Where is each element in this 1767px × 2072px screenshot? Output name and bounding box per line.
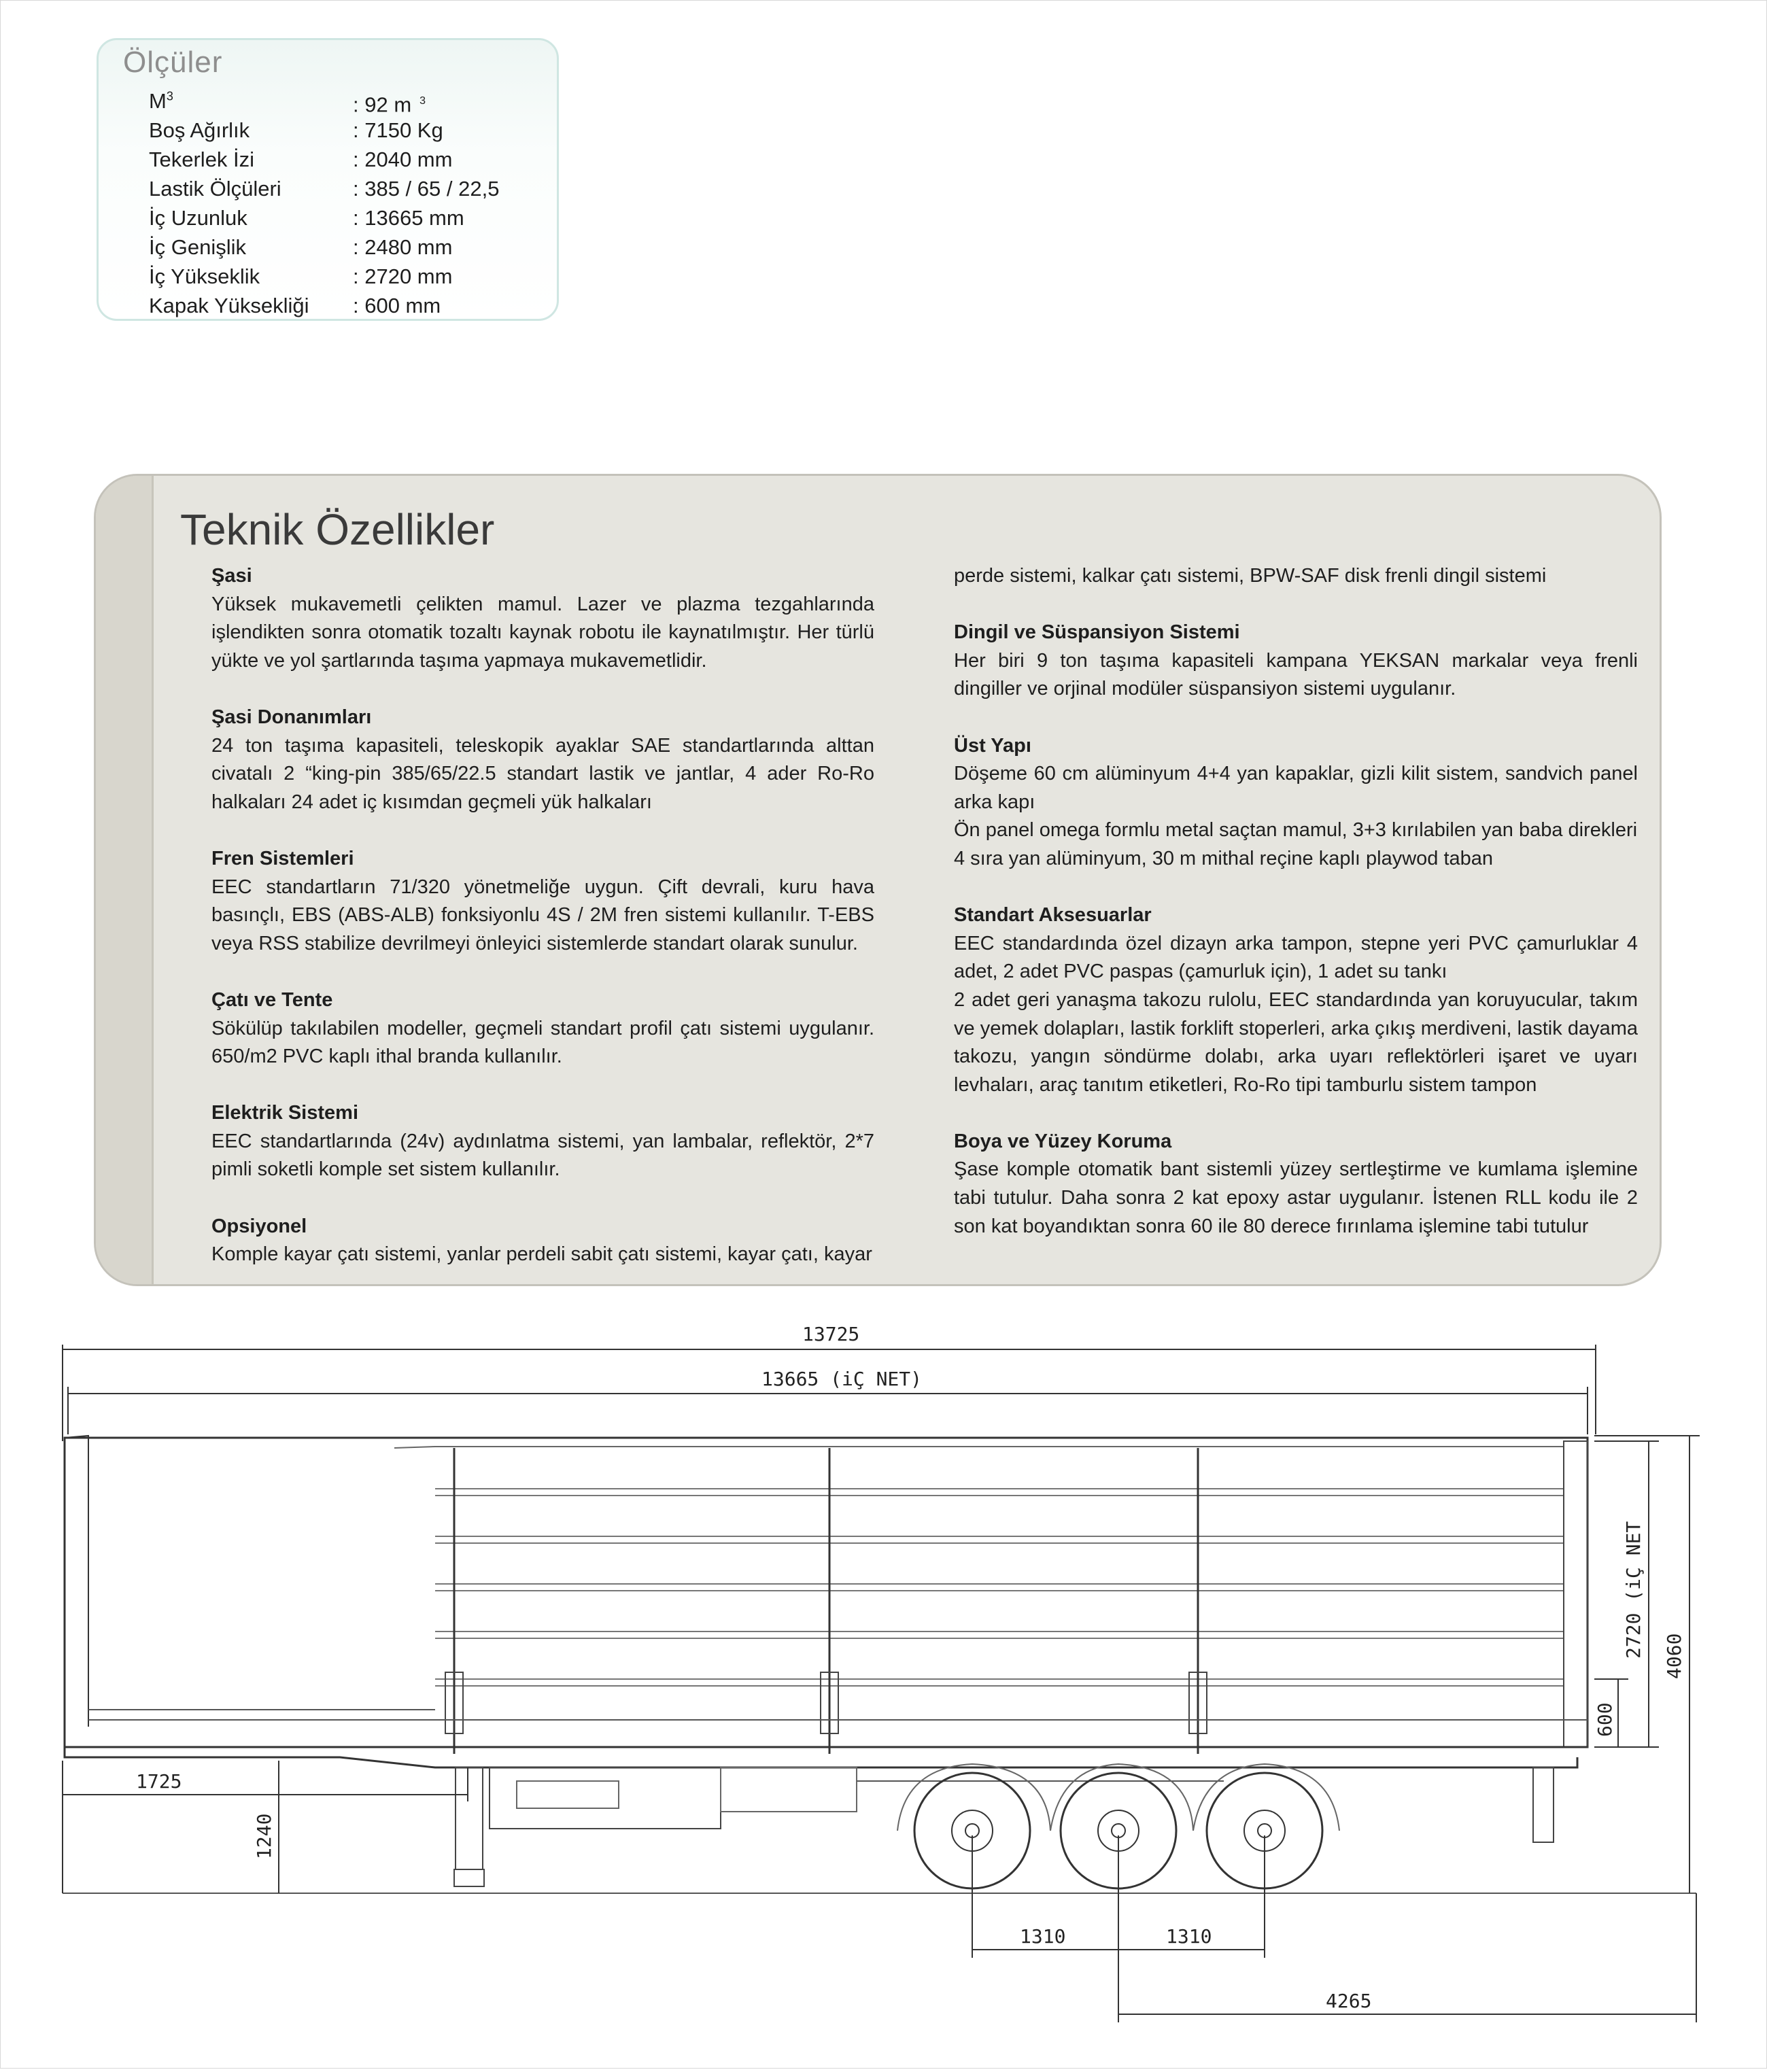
trailer-chassis — [65, 1747, 1577, 1886]
dimension-value: : 385 / 65 / 22,5 — [353, 177, 500, 201]
technical-specs-title: Teknik Özellikler — [180, 505, 495, 554]
spec-heading: Çatı ve Tente — [211, 988, 333, 1011]
dimension-label: 1310 — [1166, 1925, 1212, 1948]
spec-body: EEC standartlarında (24v) aydınlatma sistemi, yan lambalar, reflektör, 2*7 pimli soketli komple set sistem kullanılır. — [211, 1130, 874, 1181]
dimension-side-board — [1594, 1679, 1628, 1747]
trailer-body — [65, 1436, 1588, 1754]
dimension-label: Boş Ağırlık — [149, 118, 250, 142]
dimension-label: 2720 (iÇ NET — [1622, 1521, 1645, 1659]
spec-section — [211, 1213, 874, 1269]
dimension-label: 1240 — [253, 1813, 275, 1859]
dimension-label: 1310 — [1020, 1925, 1066, 1948]
spec-section — [954, 619, 1638, 704]
dimension-label: 4060 — [1663, 1633, 1685, 1679]
spec-heading: Boya ve Yüzey Koruma — [954, 1130, 1172, 1152]
dimension-value: : 2040 mm — [353, 148, 453, 171]
spec-section — [211, 986, 874, 1071]
dimensions-title: Ölçüler — [123, 46, 223, 79]
dimension-label: Lastik Ölçüleri — [149, 177, 281, 201]
dimension-label: Tekerlek İzi — [149, 148, 255, 171]
spec-body: Komple kayar çatı sistemi, yanlar perdeli sabit çatı sistemi, kayar çatı, kayar — [211, 1243, 872, 1266]
technical-specs-box — [94, 474, 1662, 1286]
spec-section — [954, 901, 1638, 1099]
dimension-value: : 7150 Kg — [353, 118, 443, 142]
spec-body: EEC standartların 71/320 yönetmeliğe uygun. Çift devrali, kuru hava basınçlı, EBS (ABS-ALB) fonksiyonlu 4S / 2M fren sistemi kullanılır. T-EBS veya RSS stabilize devrilmeyi önleyici sistemlerde standart olarak sunulur. — [211, 876, 874, 954]
dimension-label: 1725 — [136, 1770, 182, 1793]
dimension-inner-length — [68, 1368, 1588, 1434]
dimension-label: Kapak Yüksekliği — [149, 294, 309, 317]
spec-section — [954, 732, 1638, 874]
dimension-rear-distance — [1118, 1893, 1696, 2022]
dimension-value: : 600 mm — [353, 294, 441, 317]
spec-section — [211, 704, 874, 816]
dimension-value: : 2480 mm — [353, 235, 453, 259]
dimension-label: 13725 — [802, 1323, 860, 1345]
spec-section — [954, 1128, 1638, 1241]
trailer-technical-drawing — [0, 1305, 1767, 2069]
dimensions-box — [97, 38, 559, 321]
spec-body: perde sistemi, kalkar çatı sistemi, BPW-SAF disk frenli dingil sistemi — [954, 565, 1547, 587]
specs-right-column — [954, 562, 1638, 1241]
specs-left-column — [211, 562, 874, 1269]
spec-body: Şase komple otomatik bant sistemli yüzey sertleştirme ve kumlama işlemine tabi tutulur. Daha sonra 2 kat epoxy astar uygulanır. İstenen RLL kodu ile 2 son kat boyandıktan sonra 60 ile 80 derece fırınlama işlemine tabi tutulur — [954, 1158, 1638, 1237]
spec-section — [211, 845, 874, 958]
spec-heading: Üst Yapı — [954, 734, 1031, 757]
spec-body: 2 adet geri yanaşma takozu rulolu, EEC standardında yan koruyucular, takım ve yemek dolapları, lastik forklift stoperleri, arka çıkış merdiveni, lastik dayama takozu, yangın söndürme dolabı, arka uyarı reflektörleri işaret ve uyarı levhaları, araç tanıtım etiketleri, Ro-Ro tipi tamburlu sistem tampon — [954, 988, 1638, 1096]
spec-body: Döşeme 60 cm alüminyum 4+4 yan kapaklar, gizli kilit sistem, sandvich panel arka kapı — [954, 763, 1638, 813]
spec-body: Sökülüp takılabilen modeller, geçmeli standart profil çatı sistemi uygulanır. 650/m2 PVC kaplı ithal branda kullanılır. — [211, 1017, 874, 1068]
dimension-axle-spacing — [972, 1835, 1265, 1958]
dimension-label: 13665 (iÇ NET) — [761, 1368, 923, 1390]
dimension-value: : 13665 mm — [353, 206, 464, 230]
spec-heading: Şasi — [211, 565, 252, 587]
spec-heading: Dingil ve Süspansiyon Sistemi — [954, 621, 1240, 644]
dimension-label: 600 — [1594, 1702, 1616, 1737]
dimension-label: 4265 — [1326, 1990, 1372, 2012]
spec-heading: Opsiyonel — [211, 1215, 307, 1237]
dimension-kingpin-height — [253, 1761, 279, 1893]
spec-body: Yüksek mukavemetli çelikten mamul. Lazer ve plazma tezgahlarında işlendikten sonra otomatik tozaltı kaynak robotu ile kaynatılmıştır. Her türlü yükte ve yol şartlarında taşıma yapmaya mukavemetlidir. — [211, 593, 874, 672]
dimension-total-height — [1594, 1436, 1700, 1893]
spec-body: Her biri 9 ton taşıma kapasiteli kampana YEKSAN markalar veya frenli dingiller ve orjinal modüler süspansiyon sistemi uygulanır. — [954, 649, 1638, 700]
spec-body: Ön panel omega formlu metal saçtan mamul, 3+3 kırılabilen yan baba direkleri — [954, 819, 1638, 842]
spec-body: EEC standardında özel dizayn arka tampon, stepne yeri PVC çamurluklar 4 adet, 2 adet PVC paspas (çamurluk için), 1 adet su tankı — [954, 932, 1638, 983]
dimension-label: İç Yükseklik — [149, 264, 260, 288]
spec-heading: Elektrik Sistemi — [211, 1102, 358, 1124]
spec-section — [211, 1099, 874, 1184]
spec-section — [954, 562, 1638, 591]
spec-heading: Fren Sistemleri — [211, 847, 354, 869]
spec-body: 24 ton taşıma kapasiteli, teleskopik ayaklar SAE standartlarında alttan civatalı 2 “king-pin 385/65/22.5 standart lastik ve jantlar, 4 ader Ro-Ro halkaları 24 adet iç kısımdan geçmeli yük halkaları — [211, 734, 874, 813]
dimension-label: $M^3$ — [149, 89, 173, 113]
dimension-value: : 92 m $^3$ — [353, 92, 426, 117]
spec-section — [211, 562, 874, 675]
technical-specs-side-strip — [96, 476, 154, 1284]
spec-heading: Standart Aksesuarlar — [954, 904, 1152, 927]
dimension-label: İç Genişlik — [149, 235, 246, 259]
dimension-label: İç Uzunluk — [149, 206, 247, 230]
spec-body: 4 sıra yan alüminyum, 30 m mithal reçine kaplı playwod taban — [954, 847, 1494, 869]
dimension-inner-height — [1594, 1441, 1659, 1747]
dimension-value: : 2720 mm — [353, 264, 453, 288]
spec-heading: Şasi Donanımları — [211, 706, 372, 728]
